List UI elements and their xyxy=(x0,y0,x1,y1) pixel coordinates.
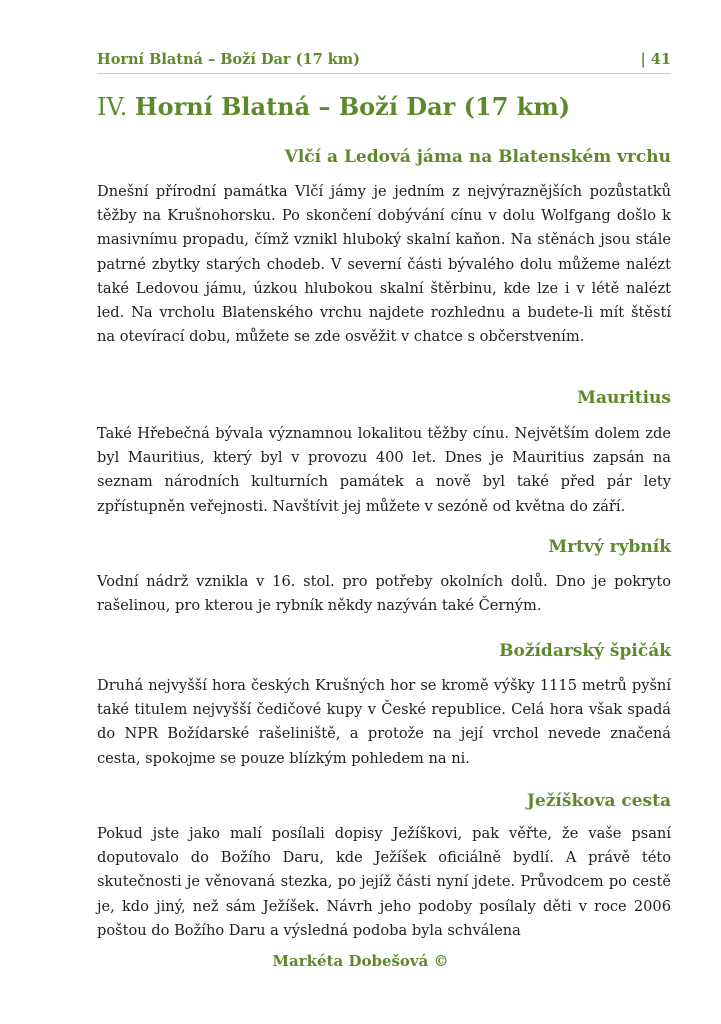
section-heading-bozidarsky-spicak: Božídarský špičák xyxy=(499,641,671,661)
section-text-mrtvy-rybnik: Vodní nádrž vznikla v 16. stol. pro potřeby okolních dolů. Dno je pokryto rašelinou, pro kterou je rybník někdy nazýván také Černým. xyxy=(97,573,671,615)
section-text-mauritius: Také Hřebečná bývala významnou lokalitou těžby cínu. Největším dolem zde byl Mauritius, který byl v provozu 400 let. Dnes je Mauritius zapsán na seznam národních kulturních památek a nově byl také před pár lety zpřístupněn veřejnosti. Navštívit jej můžete v sezóně od května do září. xyxy=(97,425,671,515)
section-text-vlci-jama: Dnešní přírodní památka Vlčí jámy je jedním z nejvýraznějších pozůstatků těžby na Krušnohorsku. Po skončení dobývání cínu v dolu Wolfgang došlo k masivnímu propadu, čímž vznikl hluboký skalní kaňon. Na stěnách jsou stále patrné zbytky starých chodeb. V severní části bývalého dolu můžeme nalézt také Ledovou jámu, úzkou hlubokou skalní štěrbinu, kde lze i v létě nalézt led. Na vrcholu Blatenského vrchu najdete rozhlednu a budete-li mít štěstí na otevírací dobu, můžete se zde osvěžit v chatce s občerstvením. xyxy=(97,183,671,346)
section-text-bozidarsky-spicak: Druhá nejvyšší hora českých Krušných hor se kromě výšky 1115 metrů pyšní také titulem nejvyšší čedičové kupy v České republice. Celá hora však spadá do NPR Božídarské rašeliniště, a protože na její vrchol nevede značená cesta, spokojme se pouze blízkým pohledem na ni. xyxy=(97,677,671,767)
header-rule xyxy=(97,73,671,74)
section-heading-mrtvy-rybnik: Mrtvý rybník xyxy=(548,537,671,557)
section-heading-mauritius: Mauritius xyxy=(577,388,671,408)
chapter-number: IV. xyxy=(97,93,128,121)
section-heading-vlci-jama: Vlčí a Ledová jáma na Blatenském vrchu xyxy=(284,147,671,167)
page-number: | 41 xyxy=(640,51,671,68)
section-heading-jeziskova-cesta: Ježíškova cesta xyxy=(526,791,671,811)
chapter-title xyxy=(97,90,671,124)
section-text-jeziskova-cesta: Pokud jste jako malí posílali dopisy Ježíškovi, pak věřte, že vaše psaní doputovalo do Božího Daru, kde Ježíšek oficiálně bydlí. A právě této skutečnosti je věnovaná stezka, po jejíž části nyní jdete. Průvodcem po cestě je, kdo jiný, než sám Ježíšek. Návrh jeho podoby posílaly děti v roce 2006 poštou do Božího Daru a výsledná podoba byla schválena xyxy=(97,825,671,939)
footer-author: Markéta Dobešová © xyxy=(272,952,449,970)
chapter-name: Horní Blatná – Boží Dar (17 km) xyxy=(134,92,571,121)
running-header xyxy=(97,51,671,73)
running-header-title: Horní Blatná – Boží Dar (17 km) xyxy=(97,51,360,68)
